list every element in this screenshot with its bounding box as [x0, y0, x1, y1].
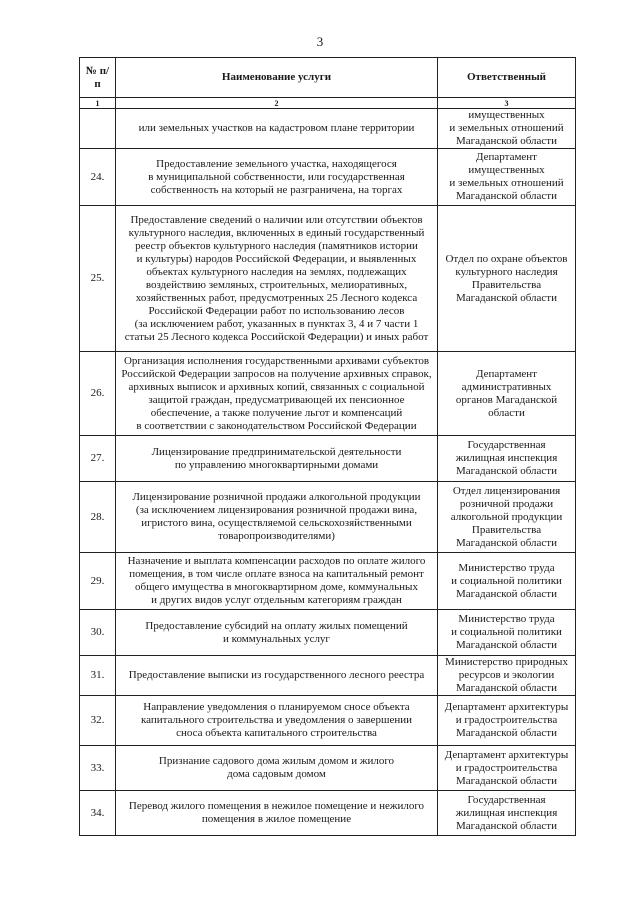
service-name-line: Российской Федерации запросов на получение архивных справок, — [121, 367, 432, 380]
service-name-cell — [116, 109, 438, 149]
service-name-cell — [116, 791, 438, 836]
responsible-cell — [438, 746, 576, 791]
service-name-line: помещения в жилое помещение — [201, 813, 352, 825]
responsible-line: Магаданской области — [456, 536, 557, 549]
responsible-line: и социальной политики — [451, 574, 562, 587]
row-number: 30. — [80, 610, 116, 656]
responsible-cell — [438, 352, 576, 436]
service-name-line: Лицензирование розничной продажи алкогольной продукции — [132, 491, 421, 503]
responsible-line: органов Магаданской — [455, 393, 558, 406]
table-header-row — [80, 58, 576, 98]
column-index-row — [80, 98, 576, 109]
service-name-line: общего имущества в многоквартирном доме, коммунальных — [135, 581, 418, 593]
service-name-line: Предоставление выписки из государственного лесного реестра — [128, 669, 425, 681]
service-name-line: Направление уведомления о планируемом сносе объекта — [143, 701, 410, 713]
table-row — [80, 482, 576, 553]
table-row — [80, 746, 576, 791]
responsible-line: Магаданской области — [456, 291, 557, 304]
responsible-line: жилищная инспекция — [455, 806, 558, 819]
service-name-line: архивных выписок и архивных копий, связанных с социальной — [128, 380, 425, 393]
row-number: 31. — [80, 656, 116, 696]
service-name-line: Организация исполнения государственными архивами субъектов — [123, 354, 430, 367]
row-number: 32. — [80, 696, 116, 746]
service-name-line: Лицензирование предпринимательской деятельности — [151, 445, 402, 458]
responsible-line: и градостроительства — [455, 761, 558, 774]
responsible-line: Магаданской области — [456, 639, 557, 651]
responsible-line: Государственная — [467, 439, 546, 451]
service-name-line: или земельных участков на кадастровом плане территории — [138, 122, 415, 134]
service-name-cell — [116, 553, 438, 610]
service-name-line: собственность на который не разграничена, на торгах — [150, 183, 403, 196]
service-name-cell — [116, 746, 438, 791]
responsible-line: Правительства — [471, 523, 542, 536]
service-name-cell — [116, 696, 438, 746]
service-name-line: статьи 25 Лесного кодекса Российской Федерации) и иных работ — [124, 330, 429, 343]
service-name-line: в соответствии с законодательством Российской Федерации — [136, 419, 417, 432]
responsible-line: Магаданской области — [456, 587, 557, 600]
service-name-line: Признание садового дома жилым домом и жилого — [158, 755, 395, 767]
row-number: 33. — [80, 746, 116, 791]
responsible-line: ресурсов и экологии — [458, 669, 555, 681]
responsible-line: Департамент — [475, 367, 537, 380]
table-row — [80, 656, 576, 696]
table-row — [80, 352, 576, 436]
responsible-line: Департамент архитектуры — [444, 701, 569, 713]
header-number: № п/п — [80, 58, 116, 98]
service-name-line: Предоставление субсидий на оплату жилых помещений — [145, 619, 408, 632]
responsible-line: Магаданской области — [456, 135, 557, 147]
services-table — [79, 57, 576, 836]
service-name-line: и других видов услуг отдельным категориям граждан — [151, 594, 402, 606]
responsible-line: Правительства — [471, 278, 542, 291]
responsible-cell — [438, 109, 576, 149]
service-name-line: в муниципальной собственности, или государственная — [148, 170, 405, 183]
service-name-cell — [116, 206, 438, 352]
responsible-line: жилищная инспекция — [455, 452, 558, 464]
responsible-line: и социальной политики — [451, 626, 562, 638]
responsible-line: Магаданской области — [456, 465, 557, 477]
service-name-line: (за исключением работ, указанных в пунктах 3, 4 и 7 части 1 — [134, 317, 419, 330]
service-name-line: Предоставление земельного участка, находящегося — [156, 157, 397, 170]
column-index-2: 2 — [116, 98, 438, 109]
responsible-line: Министерство труда — [458, 561, 555, 574]
service-name-line: Назначение и выплата компенсации расходов по оплате жилого — [127, 555, 426, 567]
responsible-cell — [438, 791, 576, 836]
responsible-line: имущественных — [468, 164, 545, 176]
table-row — [80, 436, 576, 482]
row-number: 24. — [80, 149, 116, 206]
service-name-cell — [116, 352, 438, 436]
responsible-line: Отдел по охране объектов — [445, 252, 568, 265]
responsible-line: Департамент архитектуры — [444, 748, 569, 761]
column-index-1: 1 — [80, 98, 116, 109]
page-number: 3 — [316, 34, 324, 49]
responsible-cell — [438, 206, 576, 352]
responsible-line: Магаданской области — [456, 190, 557, 202]
service-name-line: Предоставление сведений о наличии или отсутствии объектов — [130, 213, 423, 226]
service-name-line: и коммунальных услуг — [223, 632, 330, 645]
responsible-line: имущественных — [468, 109, 545, 121]
responsible-line: и градостроительства — [455, 714, 558, 726]
table-row — [80, 553, 576, 610]
table-row — [80, 610, 576, 656]
responsible-line: алкогольной продукции — [450, 510, 563, 523]
service-name-line: обеспечение, а также получение льгот и компенсаций — [150, 406, 403, 419]
responsible-line: культурного наследия — [455, 265, 558, 278]
service-name-line: по управлению многоквартирными домами — [174, 458, 379, 471]
responsible-cell — [438, 696, 576, 746]
table-row — [80, 206, 576, 352]
service-name-line: Перевод жилого помещения в нежилое помещение и нежилого — [128, 800, 425, 812]
responsible-line: и земельных отношений — [449, 177, 564, 189]
service-name-cell — [116, 149, 438, 206]
service-name-cell — [116, 610, 438, 656]
row-number — [80, 109, 116, 149]
service-name-cell — [116, 482, 438, 553]
responsible-line: розничной продажи — [459, 497, 554, 510]
responsible-line: области — [488, 406, 525, 419]
responsible-cell — [438, 149, 576, 206]
responsible-line: Государственная — [467, 793, 546, 806]
column-index-3: 3 — [438, 98, 576, 109]
header-service-name: Наименование услуги — [116, 58, 438, 98]
table-row — [80, 109, 576, 149]
responsible-line: Магаданской области — [456, 727, 557, 739]
service-name-line: защитой граждан, предусматривающей их пенсионное — [148, 393, 405, 406]
responsible-cell — [438, 436, 576, 482]
table-row — [80, 696, 576, 746]
service-name-line: реестр объектов культурного наследия (памятников истории — [135, 239, 418, 252]
responsible-line: административных — [461, 380, 552, 393]
service-name-line: Российской Федерации работ по использованию лесов — [148, 304, 405, 317]
row-number: 29. — [80, 553, 116, 610]
service-name-cell — [116, 436, 438, 482]
table-row — [80, 149, 576, 206]
service-name-line: объектах культурного наследия на землях, подлежащих — [146, 265, 407, 278]
row-number: 26. — [80, 352, 116, 436]
responsible-line: и земельных отношений — [449, 122, 564, 134]
responsible-cell — [438, 656, 576, 696]
service-name-line: капитального строительства и уведомления о завершении — [140, 714, 413, 726]
table-row — [80, 791, 576, 836]
row-number: 27. — [80, 436, 116, 482]
responsible-cell — [438, 610, 576, 656]
service-name-line: игристого вина, осуществляемой сельскохозяйственными — [141, 517, 412, 529]
responsible-line: Департамент — [475, 151, 537, 163]
service-name-line: и культуры) народов Российской Федерации, и выявленных — [136, 252, 417, 265]
row-number: 25. — [80, 206, 116, 352]
service-name-line: сноса объекта капитального строительства — [176, 727, 377, 739]
responsible-line: Магаданской области — [456, 774, 557, 787]
header-responsible: Ответственный — [438, 58, 576, 98]
service-name-line: хозяйственных работ, предусмотренных 25 Лесного кодекса — [135, 291, 418, 304]
responsible-line: Министерство природных — [445, 656, 568, 668]
service-name-line: культурного наследия, включенных в единый государственный — [128, 226, 425, 239]
table-body — [80, 109, 576, 836]
row-number: 28. — [80, 482, 116, 553]
service-name-line: товаропроизводителями) — [218, 530, 335, 542]
responsible-line: Магаданской области — [456, 682, 557, 694]
responsible-line: Министерство труда — [458, 613, 555, 625]
service-name-line: помещения, в том числе оплате взноса на капитальный ремонт — [129, 568, 424, 580]
service-name-line: воздействию земляных, строительных, мелиоративных, — [145, 278, 408, 291]
responsible-cell — [438, 553, 576, 610]
service-name-line: (за исключением лицензирования розничной продажи вина, — [135, 504, 418, 516]
responsible-line: Отдел лицензирования — [452, 484, 561, 497]
row-number: 34. — [80, 791, 116, 836]
service-name-cell — [116, 656, 438, 696]
responsible-line: Магаданской области — [456, 819, 557, 832]
responsible-cell — [438, 482, 576, 553]
service-name-line: дома садовым домом — [227, 768, 326, 780]
